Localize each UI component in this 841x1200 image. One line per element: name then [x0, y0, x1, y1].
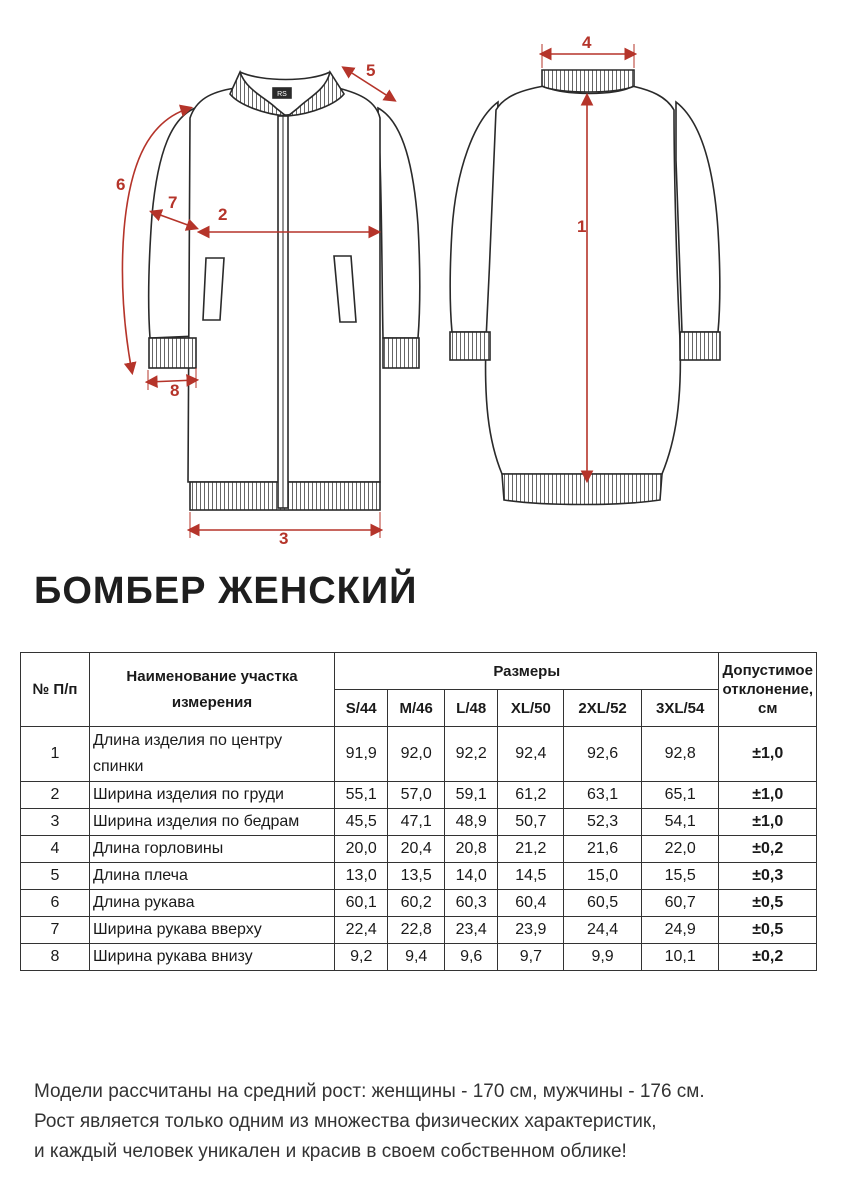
front-right-cuff	[383, 338, 419, 368]
table-row	[21, 863, 817, 890]
measure-label-2: 2	[218, 205, 228, 224]
measure-label-8: 8	[170, 381, 180, 400]
row-value: 22,8	[388, 917, 445, 944]
row-value: 10,1	[641, 944, 719, 971]
row-value: 13,5	[388, 863, 445, 890]
footer-line-2: Рост является только одним из множества физических характеристик,	[34, 1111, 657, 1132]
row-tolerance: ±0,2	[719, 944, 817, 971]
row-value: 92,6	[564, 727, 642, 782]
row-num: 6	[21, 890, 90, 917]
table-row	[21, 944, 817, 971]
row-name: Ширина рукава вверху	[90, 917, 335, 944]
row-value: 14,5	[498, 863, 564, 890]
garment-diagram	[0, 0, 841, 560]
row-value: 60,5	[564, 890, 642, 917]
measure-label-3: 3	[279, 529, 289, 548]
size-header: 2XL/52	[564, 690, 642, 727]
size-header: L/48	[444, 690, 497, 727]
row-value: 21,6	[564, 836, 642, 863]
front-left-cuff	[149, 338, 196, 368]
row-value: 20,8	[444, 836, 497, 863]
row-value: 50,7	[498, 809, 564, 836]
measure-label-1: 1	[577, 217, 587, 236]
back-left-cuff	[450, 332, 490, 360]
row-name: Длина изделия по центру спинки	[90, 727, 335, 782]
row-value: 23,9	[498, 917, 564, 944]
row-value: 52,3	[564, 809, 642, 836]
col-header-num: № П/п	[21, 653, 90, 727]
table-row	[21, 917, 817, 944]
row-value: 9,7	[498, 944, 564, 971]
page-title: БОМБЕР ЖЕНСКИЙ	[34, 570, 418, 612]
row-value: 45,5	[335, 809, 388, 836]
footer-line-3: и каждый человек уникален и красив в своем собственном облике!	[34, 1141, 627, 1162]
row-name: Ширина изделия по бедрам	[90, 809, 335, 836]
row-name: Ширина изделия по груди	[90, 782, 335, 809]
row-num: 5	[21, 863, 90, 890]
front-left-pocket	[203, 258, 224, 320]
measure-label-5: 5	[366, 61, 376, 80]
row-value: 54,1	[641, 809, 719, 836]
row-value: 9,4	[388, 944, 445, 971]
front-view	[149, 72, 420, 510]
row-value: 60,2	[388, 890, 445, 917]
front-right-sleeve	[378, 108, 420, 338]
row-value: 20,4	[388, 836, 445, 863]
row-value: 92,8	[641, 727, 719, 782]
brand-tag-text: RS	[277, 91, 287, 98]
row-tolerance: ±0,3	[719, 863, 817, 890]
table-row	[21, 890, 817, 917]
table-row	[21, 809, 817, 836]
row-value: 22,4	[335, 917, 388, 944]
row-num: 3	[21, 809, 90, 836]
row-value: 92,4	[498, 727, 564, 782]
footer-line-1: Модели рассчитаны на средний рост: женщины - 170 см, мужчины - 176 см.	[34, 1081, 705, 1102]
row-value: 21,2	[498, 836, 564, 863]
row-value: 60,3	[444, 890, 497, 917]
row-tolerance: ±0,5	[719, 890, 817, 917]
row-num: 8	[21, 944, 90, 971]
col-header-sizes: Размеры	[335, 653, 719, 690]
row-value: 14,0	[444, 863, 497, 890]
row-value: 20,0	[335, 836, 388, 863]
size-header: XL/50	[498, 690, 564, 727]
table-row	[21, 782, 817, 809]
row-value: 47,1	[388, 809, 445, 836]
row-name: Длина рукава	[90, 890, 335, 917]
row-value: 9,9	[564, 944, 642, 971]
row-value: 60,7	[641, 890, 719, 917]
table-row	[21, 836, 817, 863]
row-num: 1	[21, 727, 90, 782]
row-value: 9,6	[444, 944, 497, 971]
row-value: 60,4	[498, 890, 564, 917]
size-header: M/46	[388, 690, 445, 727]
col-header-tolerance: Допустимое отклонение, см	[719, 653, 817, 727]
row-tolerance: ±0,2	[719, 836, 817, 863]
footer-note	[34, 1078, 834, 1168]
row-value: 57,0	[388, 782, 445, 809]
size-header: 3XL/54	[641, 690, 719, 727]
back-right-cuff	[680, 332, 720, 360]
size-header: S/44	[335, 690, 388, 727]
row-value: 55,1	[335, 782, 388, 809]
back-collar	[542, 70, 634, 92]
row-num: 7	[21, 917, 90, 944]
row-tolerance: ±0,5	[719, 917, 817, 944]
row-value: 65,1	[641, 782, 719, 809]
measure-label-6: 6	[116, 175, 126, 194]
row-value: 9,2	[335, 944, 388, 971]
row-value: 23,4	[444, 917, 497, 944]
row-value: 91,9	[335, 727, 388, 782]
row-name: Длина горловины	[90, 836, 335, 863]
row-num: 2	[21, 782, 90, 809]
row-value: 13,0	[335, 863, 388, 890]
col-header-name: Наименование участка измерения	[90, 653, 335, 727]
table-row	[21, 727, 817, 782]
row-tolerance: ±1,0	[719, 727, 817, 782]
measure-label-7: 7	[168, 193, 178, 212]
back-waistband	[502, 474, 662, 505]
row-value: 61,2	[498, 782, 564, 809]
size-table	[20, 652, 817, 971]
back-view	[450, 70, 720, 505]
row-value: 92,2	[444, 727, 497, 782]
row-tolerance: ±1,0	[719, 782, 817, 809]
back-body	[486, 86, 681, 474]
row-value: 92,0	[388, 727, 445, 782]
row-tolerance: ±1,0	[719, 809, 817, 836]
row-value: 22,0	[641, 836, 719, 863]
measure-label-4: 4	[582, 33, 592, 52]
row-value: 24,9	[641, 917, 719, 944]
row-value: 15,5	[641, 863, 719, 890]
row-value: 63,1	[564, 782, 642, 809]
back-right-sleeve	[676, 102, 720, 332]
row-name: Ширина рукава внизу	[90, 944, 335, 971]
row-value: 59,1	[444, 782, 497, 809]
row-num: 4	[21, 836, 90, 863]
row-value: 15,0	[564, 863, 642, 890]
row-value: 48,9	[444, 809, 497, 836]
row-name: Длина плеча	[90, 863, 335, 890]
row-value: 60,1	[335, 890, 388, 917]
row-value: 24,4	[564, 917, 642, 944]
